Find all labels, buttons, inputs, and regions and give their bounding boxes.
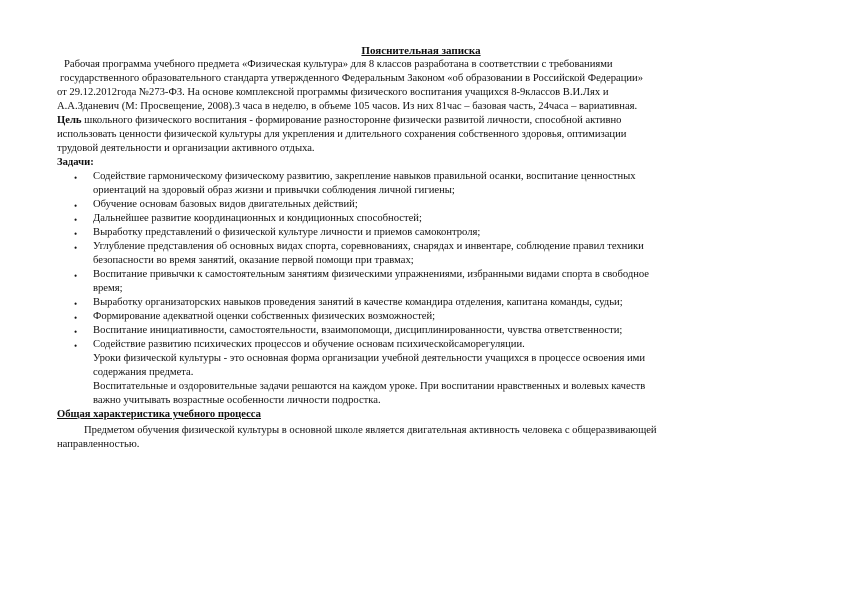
section-line: направленностью.	[57, 439, 140, 450]
intro-line: государственного образовательного стандарта утвержденного Федеральным Законом «об образовании в Российской Федерации»	[60, 73, 644, 84]
task-item: Содействие гармоническому физическому развитию, закрепление навыков правильной осанки, воспитание ценностных	[93, 171, 636, 182]
after-tasks-line: важно учитывать возрастные особенности личности подростка.	[93, 395, 381, 406]
task-item: Содействие развитию психических процессов и обучение основам психическойсаморегуляции.	[93, 339, 525, 350]
task-item-cont: ориентаций на здоровый образ жизни и привычки соблюдения личной гигиены;	[93, 185, 455, 196]
after-tasks-line: Воспитательные и оздоровительные задачи решаются на каждом уроке. При воспитании нравственных и волевых качеств	[93, 381, 646, 392]
bullet-icon: •	[74, 173, 78, 183]
goal-label: Цель	[57, 115, 82, 126]
task-item: Формирование адекватной оценки собственных физических возможностей;	[93, 311, 436, 322]
intro-line: Рабочая программа учебного предмета «Физическая культура» для 8 классов разработана в соответствии с требованиями	[64, 59, 613, 70]
bullet-icon: •	[74, 201, 78, 211]
task-item-cont: безопасности во время занятий, оказание первой помощи при травмах;	[93, 255, 414, 266]
section-line: Предметом обучения физической культуры в основной школе является двигательная активность человека с общеразвивающей	[84, 425, 657, 436]
task-item: Воспитание инициативности, самостоятельности, взаимопомощи, дисциплинированности, чувства ответственности;	[93, 325, 623, 336]
task-item: Воспитание привычки к самостоятельным занятиям физическими упражнениями, избранными видами спорта в свободное	[93, 269, 650, 280]
after-tasks-line: содержания предмета.	[93, 367, 194, 378]
bullet-icon: •	[74, 229, 78, 239]
goal-line	[57, 114, 621, 128]
task-item: Выработку организаторских навыков проведения занятий в качестве командира отделения, капитана команды, судьи;	[93, 297, 623, 308]
intro-line: А.А.Зданевич (М: Просвещение, 2008).3 часа в неделю, в объеме 105 часов. Из них 81час – базовая часть, 24часа – вариативная.	[57, 101, 638, 112]
bullet-icon: •	[74, 271, 78, 281]
intro-line: от 29.12.2012года №273-ФЗ. На основе комплексной программы физического воспитания учащихся 8-9классов В.И.Лях и	[57, 87, 609, 98]
goal-line: использовать ценности физической культуры для укрепления и длительного сохранения собственного здоровья, оптимизации	[57, 129, 627, 140]
goal-text: школьного физического воспитания - формирование разносторонне физически развитой личности, способной активно	[84, 115, 622, 126]
goal-line: трудовой деятельности и организации активного отдыха.	[57, 143, 315, 154]
bullet-icon: •	[74, 243, 78, 253]
page-title: Пояснительная записка	[361, 45, 481, 57]
task-item: Дальнейшее развитие координационных и кондиционных способностей;	[93, 213, 422, 224]
bullet-icon: •	[74, 313, 78, 323]
bullet-icon: •	[74, 327, 78, 337]
section-heading: Общая характеристика учебного процесса	[57, 409, 261, 420]
task-item-cont: время;	[93, 283, 123, 294]
bullet-icon: •	[74, 215, 78, 225]
tasks-label: Задачи:	[57, 157, 94, 168]
task-item: Углубление представления об основных видах спорта, соревнованиях, снарядах и инвентаре, соблюдение правил техники	[93, 241, 644, 252]
task-item: Выработку представлений о физической культуре личности и приемов самоконтроля;	[93, 227, 481, 238]
after-tasks-line: Уроки физической культуры - это основная форма организации учебной деятельности учащихся в процессе освоения ими	[93, 353, 646, 364]
bullet-icon: •	[74, 341, 78, 351]
task-item: Обучение основам базовых видов двигательных действий;	[93, 199, 358, 210]
bullet-icon: •	[74, 299, 78, 309]
